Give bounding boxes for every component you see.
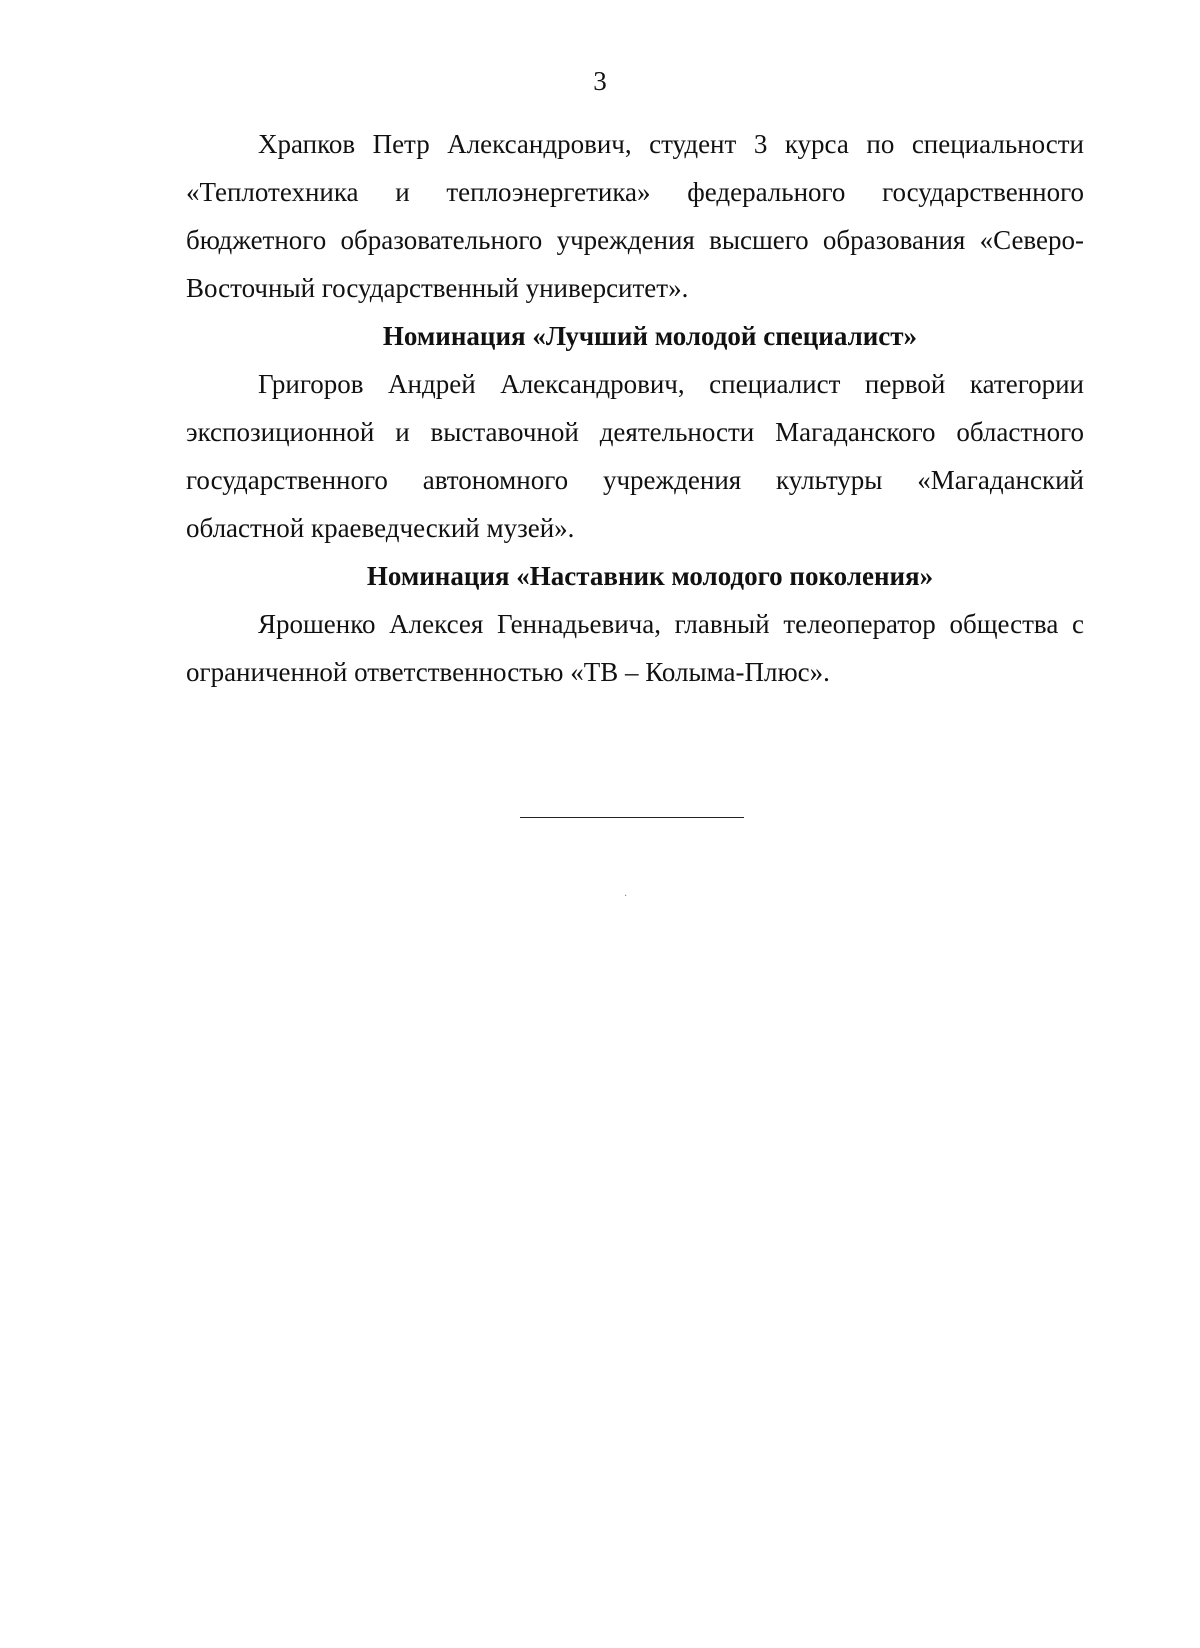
separator-line [520, 817, 744, 818]
paragraph-grigorov: Григоров Андрей Александрович, специалист первой категории экспозиционной и выставочной деятельности Магаданского областного государственного автономного учреждения культуры «Магаданский областной краеведческий музей». [186, 369, 1084, 543]
heading-best-young-specialist: Номинация «Лучший молодой специалист» [382, 321, 918, 351]
heading-mentor-young-generation: Номинация «Наставник молодого поколения» [366, 561, 934, 591]
paragraph-yaroshenko: Ярошенко Алексея Геннадьевича, главный телеоператор общества с ограниченной ответственностью «ТВ – Колыма-Плюс». [186, 609, 1084, 687]
paragraph-khrapkov: Храпков Петр Александрович, студент 3 курса по специальности «Теплотехника и теплоэнергетика» федерального государственного бюджетного образовательного учреждения высшего образования «Северо-Восточный государственный университет». [186, 129, 1084, 303]
scan-speck: · [624, 891, 628, 902]
page-number: 3 [593, 66, 607, 96]
document-body [186, 120, 1084, 696]
